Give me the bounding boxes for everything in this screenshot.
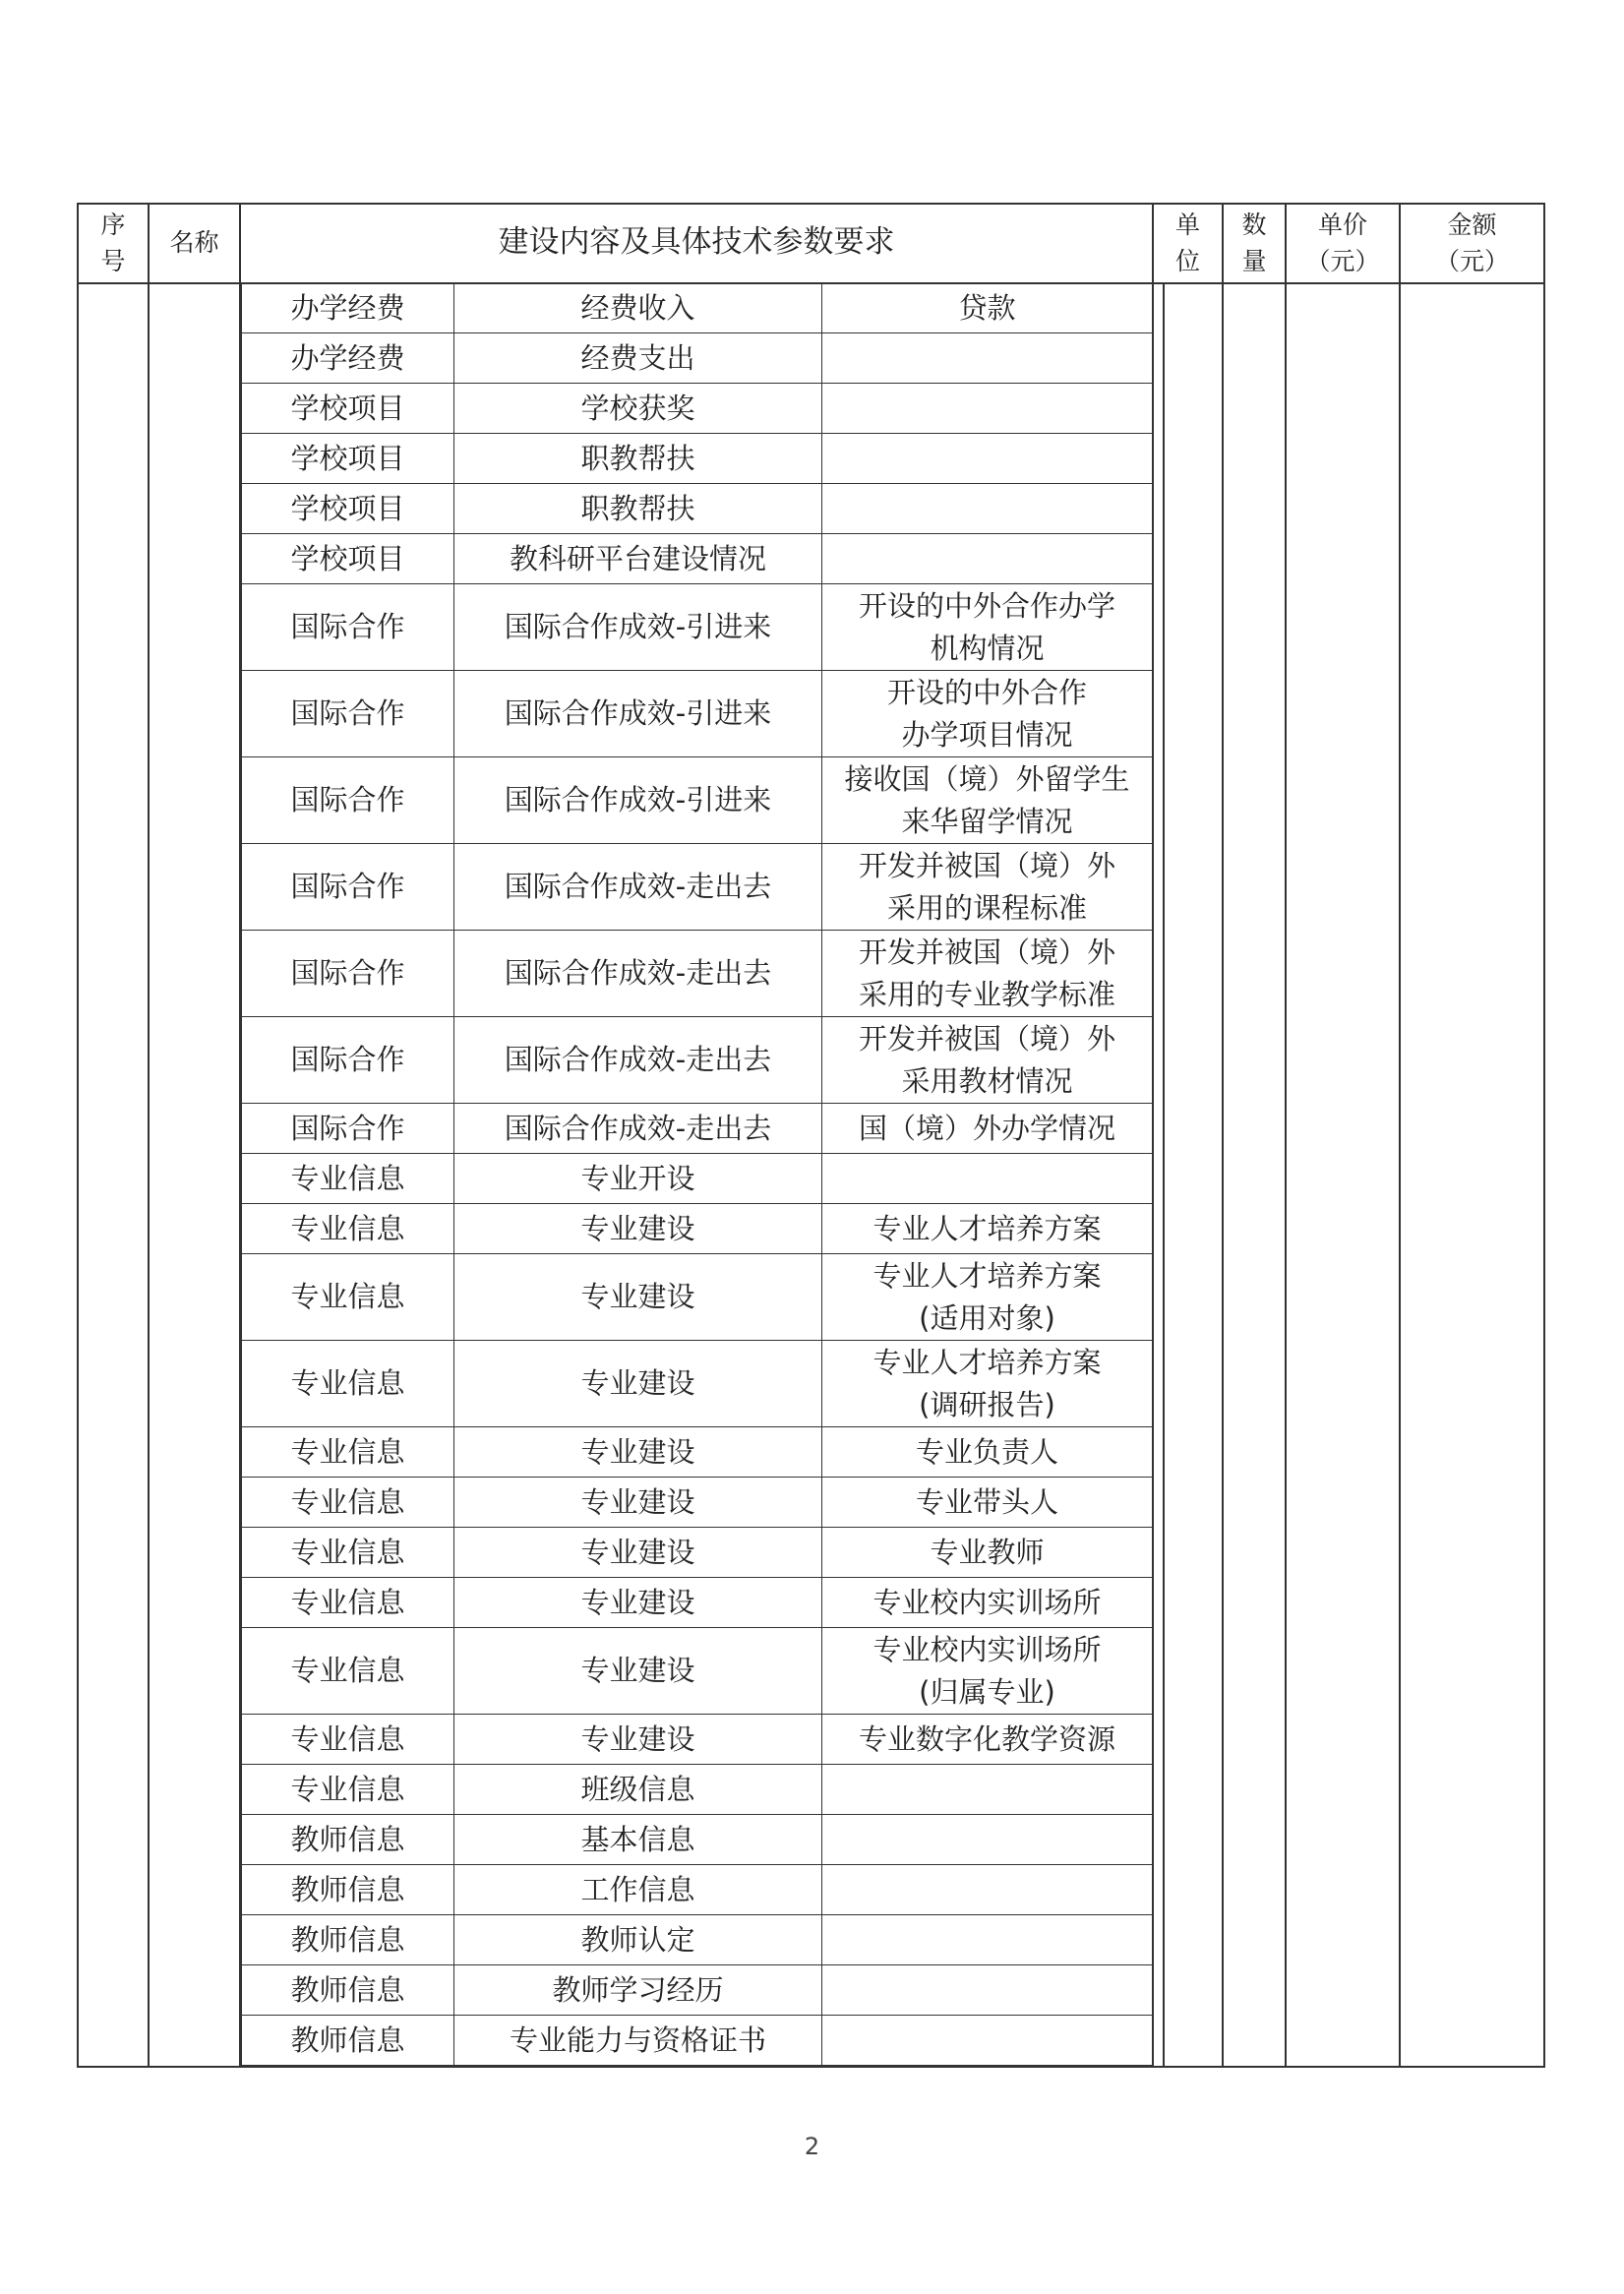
item-cell: 教师认定 <box>454 1915 822 1965</box>
detail-cell <box>822 534 1153 584</box>
item-cell: 国际合作成效-走出去 <box>454 1017 822 1104</box>
detail-cell <box>822 333 1153 384</box>
table-row <box>242 1915 1153 1965</box>
table-row <box>242 1765 1153 1815</box>
item-cell: 专业建设 <box>454 1628 822 1715</box>
category-cell: 专业信息 <box>242 1204 454 1254</box>
table-row <box>242 534 1153 584</box>
category-cell: 专业信息 <box>242 1715 454 1765</box>
item-cell: 工作信息 <box>454 1865 822 1915</box>
table-row <box>242 1965 1153 2016</box>
category-cell: 专业信息 <box>242 1628 454 1715</box>
content-table <box>241 282 1153 2066</box>
detail-cell <box>822 1965 1153 2016</box>
category-cell: 教师信息 <box>242 1865 454 1915</box>
detail-cell: 专业带头人 <box>822 1478 1153 1528</box>
category-cell: 专业信息 <box>242 1765 454 1815</box>
column-divider <box>1163 282 1165 2068</box>
item-cell: 班级信息 <box>454 1765 822 1815</box>
item-cell: 专业建设 <box>454 1427 822 1478</box>
table-row <box>242 1254 1153 1341</box>
table-row <box>242 2016 1153 2066</box>
category-cell: 国际合作 <box>242 1017 454 1104</box>
detail-cell <box>822 1815 1153 1865</box>
category-cell: 专业信息 <box>242 1341 454 1427</box>
item-cell: 专业建设 <box>454 1341 822 1427</box>
detail-cell <box>822 1765 1153 1815</box>
detail-cell: 贷款 <box>822 283 1153 333</box>
column-divider <box>148 203 150 2068</box>
category-cell: 专业信息 <box>242 1427 454 1478</box>
detail-cell: 国（境）外办学情况 <box>822 1104 1153 1154</box>
table-row <box>242 1154 1153 1204</box>
detail-cell: 专业校内实训场所 <box>822 1578 1153 1628</box>
detail-cell: 专业人才培养方案 (适用对象) <box>822 1254 1153 1341</box>
table-row <box>242 434 1153 484</box>
detail-cell: 专业负责人 <box>822 1427 1153 1478</box>
item-cell: 经费收入 <box>454 283 822 333</box>
detail-cell: 开发并被国（境）外 采用的课程标准 <box>822 844 1153 931</box>
item-cell: 专业建设 <box>454 1528 822 1578</box>
category-cell: 学校项目 <box>242 484 454 534</box>
category-cell: 学校项目 <box>242 534 454 584</box>
detail-cell: 开设的中外合作办学 机构情况 <box>822 584 1153 671</box>
detail-cell: 专业校内实训场所 (归属专业) <box>822 1628 1153 1715</box>
table-row <box>242 384 1153 434</box>
table-row <box>242 1815 1153 1865</box>
category-cell: 国际合作 <box>242 1104 454 1154</box>
detail-cell <box>822 2016 1153 2066</box>
detail-cell: 专业人才培养方案 <box>822 1204 1153 1254</box>
category-cell: 学校项目 <box>242 434 454 484</box>
category-cell: 办学经费 <box>242 333 454 384</box>
detail-cell: 开设的中外合作 办学项目情况 <box>822 671 1153 757</box>
item-cell: 专业建设 <box>454 1715 822 1765</box>
header-amount: 金额 （元） <box>1434 210 1509 275</box>
detail-cell: 接收国（境）外留学生 来华留学情况 <box>822 757 1153 844</box>
table-row <box>242 1528 1153 1578</box>
item-cell: 国际合作成效-走出去 <box>454 931 822 1017</box>
header-qty: 数 量 <box>1241 210 1267 275</box>
table-row <box>242 1104 1153 1154</box>
item-cell: 学校获奖 <box>454 384 822 434</box>
category-cell: 国际合作 <box>242 671 454 757</box>
detail-cell <box>822 1865 1153 1915</box>
category-cell: 办学经费 <box>242 283 454 333</box>
detail-cell: 专业数字化教学资源 <box>822 1715 1153 1765</box>
item-cell: 专业建设 <box>454 1578 822 1628</box>
category-cell: 教师信息 <box>242 1965 454 2016</box>
category-cell: 国际合作 <box>242 931 454 1017</box>
table-row <box>242 1628 1153 1715</box>
category-cell: 专业信息 <box>242 1254 454 1341</box>
table-row <box>242 283 1153 333</box>
detail-cell: 专业人才培养方案 (调研报告) <box>822 1341 1153 1427</box>
item-cell: 国际合作成效-引进来 <box>454 757 822 844</box>
column-divider <box>1222 203 1224 2068</box>
column-divider <box>1285 203 1287 2068</box>
table-row <box>242 584 1153 671</box>
item-cell: 专业开设 <box>454 1154 822 1204</box>
table-row <box>242 671 1153 757</box>
detail-cell <box>822 434 1153 484</box>
item-cell: 基本信息 <box>454 1815 822 1865</box>
table-row <box>242 1017 1153 1104</box>
item-cell: 专业建设 <box>454 1478 822 1528</box>
category-cell: 教师信息 <box>242 1815 454 1865</box>
category-cell: 学校项目 <box>242 384 454 434</box>
category-cell: 专业信息 <box>242 1478 454 1528</box>
item-cell: 专业建设 <box>454 1204 822 1254</box>
category-cell: 教师信息 <box>242 2016 454 2066</box>
detail-cell: 专业教师 <box>822 1528 1153 1578</box>
category-cell: 专业信息 <box>242 1154 454 1204</box>
detail-cell <box>822 1154 1153 1204</box>
table-row <box>242 844 1153 931</box>
item-cell: 国际合作成效-走出去 <box>454 1104 822 1154</box>
header-unit: 单 位 <box>1174 210 1200 275</box>
item-cell: 专业能力与资格证书 <box>454 2016 822 2066</box>
table-row <box>242 931 1153 1017</box>
detail-cell <box>822 484 1153 534</box>
table-row <box>242 1578 1153 1628</box>
category-cell: 专业信息 <box>242 1528 454 1578</box>
category-cell: 专业信息 <box>242 1578 454 1628</box>
table-row <box>242 1204 1153 1254</box>
header-content: 建设内容及具体技术参数要求 <box>498 224 895 260</box>
header-name: 名称 <box>169 228 219 257</box>
item-cell: 职教帮扶 <box>454 484 822 534</box>
table-row <box>242 1715 1153 1765</box>
category-cell: 国际合作 <box>242 844 454 931</box>
table-row <box>242 1478 1153 1528</box>
table-row <box>242 757 1153 844</box>
table-row <box>242 333 1153 384</box>
column-divider <box>1399 203 1401 2068</box>
item-cell: 教科研平台建设情况 <box>454 534 822 584</box>
category-cell: 教师信息 <box>242 1915 454 1965</box>
table-row <box>242 484 1153 534</box>
detail-cell <box>822 384 1153 434</box>
content-table-body <box>242 283 1153 2066</box>
table-row <box>242 1341 1153 1427</box>
detail-cell <box>822 1915 1153 1965</box>
table-row <box>242 1865 1153 1915</box>
detail-cell: 开发并被国（境）外 采用教材情况 <box>822 1017 1153 1104</box>
table-row <box>242 1427 1153 1478</box>
item-cell: 教师学习经历 <box>454 1965 822 2016</box>
detail-cell: 开发并被国（境）外 采用的专业教学标准 <box>822 931 1153 1017</box>
item-cell: 经费支出 <box>454 333 822 384</box>
header-seq: 序 号 <box>100 210 126 275</box>
item-cell: 国际合作成效-引进来 <box>454 671 822 757</box>
page-number: 2 <box>804 2133 820 2160</box>
item-cell: 国际合作成效-引进来 <box>454 584 822 671</box>
category-cell: 国际合作 <box>242 757 454 844</box>
item-cell: 国际合作成效-走出去 <box>454 844 822 931</box>
item-cell: 职教帮扶 <box>454 434 822 484</box>
item-cell: 专业建设 <box>454 1254 822 1341</box>
header-unit-price: 单价 （元） <box>1305 210 1380 275</box>
category-cell: 国际合作 <box>242 584 454 671</box>
